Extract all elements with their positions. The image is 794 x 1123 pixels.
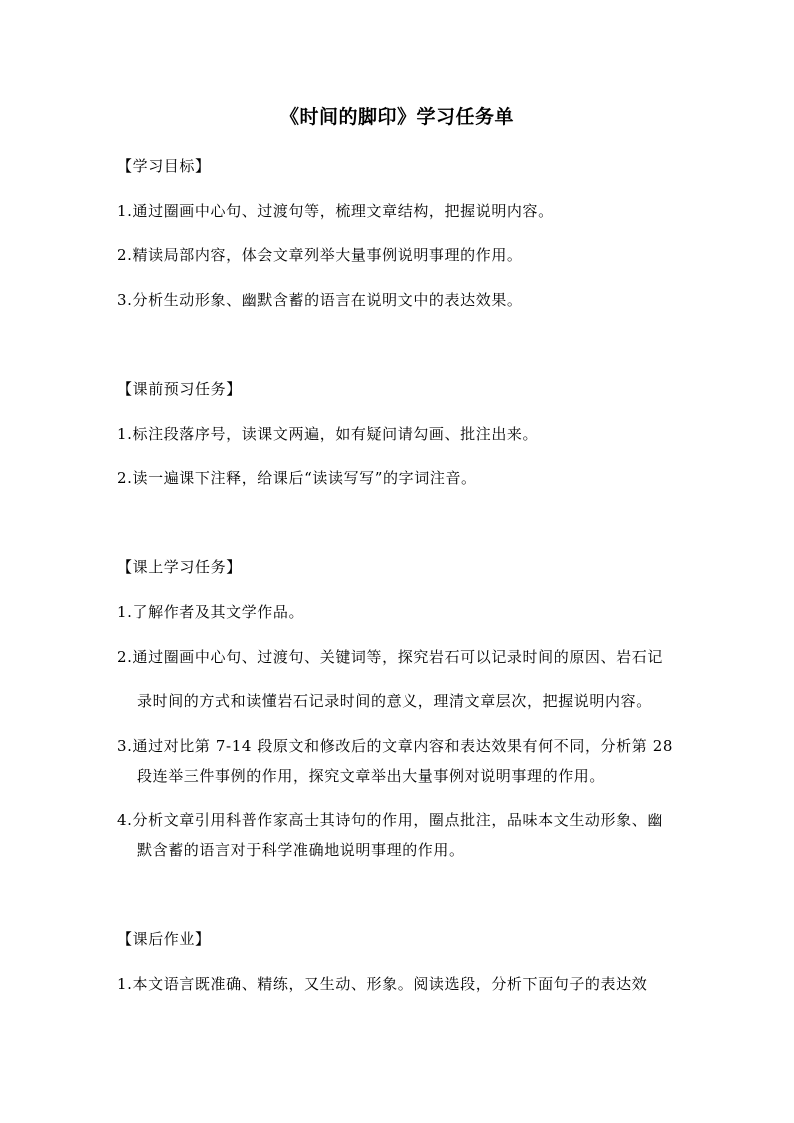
- homework-item-1: 1.本文语言既准确、精练，又生动、形象。阅读选段，分析下面句子的表达效: [117, 975, 648, 993]
- goal-item-3: 3.分析生动形象、幽默含蓄的语言在说明文中的表达效果。: [117, 291, 523, 309]
- section-heading-homework: 【课后作业】: [117, 930, 211, 948]
- section-heading-class-tasks: 【课上学习任务】: [117, 558, 242, 576]
- class-item-4: 4.分析文章引用科普作家高士其诗句的作用，圈点批注，品味本文生动形象、幽: [117, 811, 663, 829]
- section-heading-learning-goals: 【学习目标】: [117, 157, 211, 175]
- goal-item-1: 1.通过圈画中心句、过渡句等，梳理文章结构，把握说明内容。: [117, 202, 554, 220]
- preview-item-1: 1.标注段落序号，读课文两遍，如有疑问请勾画、批注出来。: [117, 425, 539, 443]
- class-item-3: 3.通过对比第 7-14 段原文和修改后的文章内容和表达效果有何不同，分析第 28: [117, 737, 674, 755]
- class-item-2: 2.通过圈画中心句、过渡句、关键词等，探究岩石可以记录时间的原因、岩石记: [117, 648, 663, 666]
- page-title: 《时间的脚印》学习任务单: [279, 106, 514, 128]
- class-item-3-continued: 段连举三件事例的作用，探究文章举出大量事例对说明事理的作用。: [137, 767, 606, 785]
- goal-item-2: 2.精读局部内容，体会文章列举大量事例说明事理的作用。: [117, 246, 523, 264]
- class-item-1: 1.了解作者及其文学作品。: [117, 603, 305, 621]
- class-item-2-continued: 录时间的方式和读懂岩石记录时间的意义，理清文章层次，把握说明内容。: [137, 692, 652, 710]
- preview-item-2: 2.读一遍课下注释，给课后“读读写写”的字词注音。: [117, 469, 477, 487]
- class-item-4-continued: 默含蓄的语言对于科学准确地说明事理的作用。: [137, 841, 465, 859]
- section-heading-preview-tasks: 【课前预习任务】: [117, 380, 242, 398]
